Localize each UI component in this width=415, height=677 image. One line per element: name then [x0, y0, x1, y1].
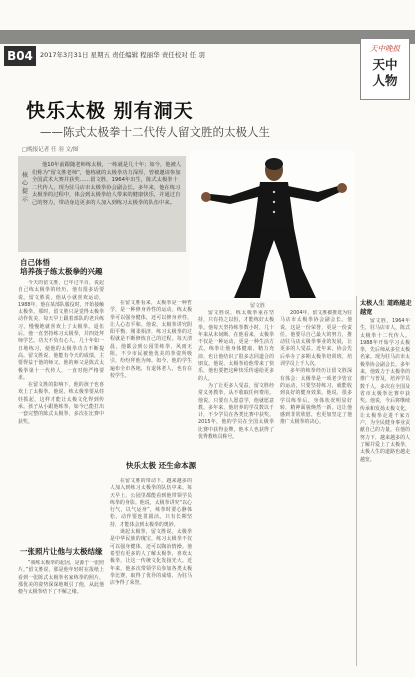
- paragraph: 在留文胜的带动下，越来越多的人加入到练习太极拳的队伍中来。每天早上，公园里都能看到他带领学员练拳的身影。他说，太极拳讲究“以心行气，以气运身”，练拳时要心静体松，动作要连贯圆活。只有长期坚持，才能体会到太极拳的奥妙。: [110, 478, 192, 528]
- side-heading: 太极人生 道路越走越宽: [360, 300, 412, 316]
- paragraph: 谈起太极拳，留文胜说，太极拳是中华民族的瑰宝，练习太极拳不仅可以强身健体，还可以陶冶情操。他希望有更多的人了解太极拳、喜欢太极拳，让这一传统文化发扬光大。近年来，他多次带领学员参加各类太极拳比赛，取得了优异的成绩，为驻马店争得了荣誉。: [110, 529, 192, 587]
- section-channel: 天中 人物: [372, 57, 398, 88]
- paragraph: 留文胜说，练太极拳重在坚持，只有持之以恒，才能练好太极拳。他每天坚持练拳数小时，几十年来从未间断。在他看来，太极拳不仅是一种运动，更是一种生活方式。练拳让他身体健康、精力充沛，也让他结识了很多志同道合的朋友。他说，太极拳给他带来了快乐，他也要把这种快乐传递给更多的人。: [198, 310, 274, 382]
- section-heading-2: 一张照片让他与太极结缘: [20, 547, 103, 556]
- column-1-text: [18, 280, 104, 536]
- taichi-figure-illustration: [190, 150, 354, 300]
- side-column-text: [360, 318, 410, 668]
- paragraph: 2004年，留文胜被推选为驻马店市太极拳协会副会长。他说，这是一份荣誉，更是一份责任。他要尽自己最大的努力，推动驻马店太极拳事业的发展，让更多的人受益。近年来，协会先后举办了多期太极拳培训班，培训学员上千人次。: [280, 310, 352, 368]
- subheadline: ——陈式太极拳十二代传人留文胜的太极人生: [40, 125, 270, 139]
- brand-logo-text: 天中晚报: [370, 44, 400, 53]
- column-4-text: [280, 310, 352, 668]
- headline: 快乐太极 别有洞天: [26, 100, 194, 122]
- paragraph: 在留文胜的影响下，他的孩子也喜欢上了太极拳。他说，练太极拳要从娃娃抓起，这样才能让太极文化得到传承。孩子从小跟他练拳，如今已能打出一套完整的陈式太极拳，多次在比赛中获奖。: [18, 382, 104, 425]
- column-1b-text: [18, 560, 104, 668]
- date-line: 2017年3月31日 星期五 责任编辑 程丽华 责任校对 任 羽: [40, 51, 205, 59]
- column-2-text: [110, 300, 192, 450]
- article-photo: [190, 150, 354, 300]
- section-heading-3: 快乐太极 还生命本源: [126, 461, 197, 470]
- paragraph: 今天的留文胜，已年过半百，说起自己练太极拳的经历，他有很多话要说。留文胜说，他从小就喜欢运动，1988年，他在某部队服役时，开始接触太极拳。那时，留文胜只是觉得太极拳动作优美，每天早上跟着部队的老兵练习，慢慢地就喜欢上了太极拳。退伍后，他一直坚持练习太极拳，并四处拜师学艺。功夫不负有心人，几十年如一日地练习，使他的太极拳功力不断提高。留文胜说，他能有今天的成绩，主要得益于他的师父。他的师父是陈式太极拳第十一代传人，一直对他严格要求。: [18, 280, 104, 381]
- paragraph: “我练太极拳的起因，是源于一张照片。”留文胜说，那是他年轻时在报纸上看到一张陈式太极拳名家练拳的照片，那优美的姿势深深地吸引了他，从此他便与太极拳结下了不解之缘。: [18, 560, 104, 596]
- intro-text: 他10年前跟随老师练太极，一练就是几十年；如今，他被人们称为“留文胜老师”，他练就的太极拳功力深厚，曾被邀请参加全国武术大赛并获奖……留文胜，1964年出生，陈式太极拳十二代传人，现为驻马店市太极拳协会副会长。多年来，他在练习太极拳的过程中，体会到太极拳给人带来的健康快乐，并通过自己的努力，带动身边更多的人加入到练习太极拳的队伍中来。: [32, 162, 182, 206]
- column-2b-text: [110, 478, 192, 668]
- byline: □晚报记者 任 羽 文/图: [22, 147, 79, 153]
- section-brand: [360, 38, 410, 100]
- column-3-text: [198, 310, 274, 668]
- paragraph: 在留文胜看来，太极拳是一种哲学，是一种修身养性的运动。练太极拳可以强身健体，还可以修身养性，让人心态平和。他说，太极拳讲究阴阳平衡、刚柔相济，练习太极拳的过程就是不断修炼自己的过程。每天清晨，他都会到公园里练拳，风雨无阻。不少市民被他优美的拳姿所吸引，纷纷拜他为师。如今，他的学生遍布全市各地，有退休老人，也有在校学生。: [110, 300, 192, 379]
- intro-box: [18, 156, 186, 252]
- section-heading-1: 自己体悟 培养孩子练太极拳的兴趣: [20, 258, 103, 276]
- photo-caption: 留文胜: [250, 303, 266, 309]
- paragraph: 多年的练拳经历让留文胜深有体会：太极拳是一项老少皆宜的运动，只要坚持练习，就能收到良好的健身效果。他说，很多学员练拳后，身体状况明显好转，精神面貌焕然一新。这让他感到非常欣慰，也更加坚定了他推广太极拳的决心。: [280, 368, 352, 426]
- paragraph: 留文胜，1964年生，驻马店市人，陈式太极拳十二代传人。1988年开始学习太极拳，先后师从多位太极名家。现为驻马店市太极拳协会副会长。多年来，他致力于太极拳的推广与普及，培养学员数千人，多次在全国及省市太极拳比赛中获奖。他说，今后将继续传承和发扬太极文化，让太极拳走进千家万户，为全民健身事业贡献自己的力量。在他的努力下，越来越多的人了解并爱上了太极拳，太极人生的道路也越走越宽。: [360, 318, 410, 463]
- page-number: B04: [4, 46, 36, 66]
- paragraph: 为了让更多人受益，留文胜经常义务教拳，从不收取任何费用。他说，只要有人愿意学，他就愿意教。多年来，他培养的学员数以千计，不少学员在各类比赛中获奖。2015年，他的学员在全国太极拳比赛中获得金牌，他本人也获得了优秀教练员称号。: [198, 382, 274, 441]
- column-divider: [356, 296, 357, 666]
- intro-tag: 核心提示: [21, 172, 28, 203]
- header-band: [0, 30, 415, 44]
